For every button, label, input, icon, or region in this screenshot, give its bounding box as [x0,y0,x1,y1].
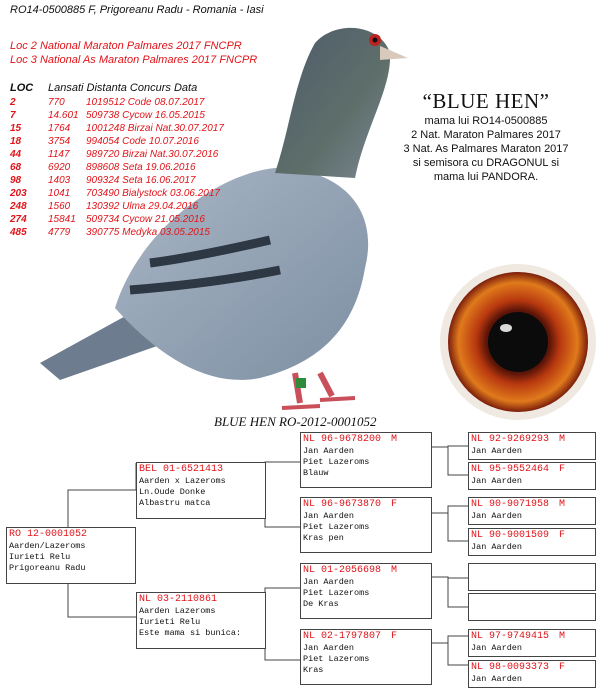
result-lansati: 1403 [48,175,71,186]
pedigree-line: Kras [303,665,324,675]
header-result-line-1: Loc 2 National Maraton Palmares 2017 FNCPR [10,40,242,52]
pedigree-line: Prigoreanu Radu [9,563,86,573]
pedigree-line: Piet Lazeroms [303,522,370,532]
pedigree-line: Piet Lazeroms [303,457,370,467]
results-col-loc: LOC [10,82,34,94]
sex-marker: M [391,434,398,445]
result-lansati: 1147 [48,149,70,160]
pedigree-line: De Kras [303,599,339,609]
pedigree-line: Piet Lazeroms [303,588,370,598]
pedigree-dam-sire [300,563,432,619]
result-lansati: 770 [48,97,65,108]
ring-number: NL 92-9269293 M [471,434,566,445]
pedigree-sire-dam [300,497,432,553]
result-loc: 248 [10,201,27,212]
ring-number: NL 95-9552464 F [471,464,566,475]
sex-marker: F [391,631,398,642]
ring-number: NL 97-9749415 M [471,631,566,642]
result-loc: 485 [10,227,27,238]
result-details: 130392 Ulma 29.04.2016 [86,201,199,212]
caption-line: mama lui PANDORA. [433,171,539,183]
ring-number: NL 96-9673870 F [303,499,398,510]
ring-number: NL 01-2056698 M [303,565,398,576]
pedigree-line: Jan Aarden [471,476,523,486]
result-details: 390775 Medyka 03.05.2015 [86,227,210,238]
sex-marker: F [559,530,566,541]
result-details: 989720 Birzai Nat.30.07.2016 [86,149,219,160]
pedigree-sire [136,462,266,519]
pedigree-line: Piet Lazeroms [303,654,370,664]
caption-line: si semisora cu DRAGONUL si [412,157,560,169]
pedigree-line: Jan Aarden [303,446,355,456]
result-details: 909324 Seta 16.06.2017 [86,175,196,186]
pedigree-ggp-4 [468,528,596,556]
results-col-rest: Lansati Distanta Concurs Data [48,82,198,94]
pedigree-line: Aarden x Lazeroms [139,476,226,486]
ring-number: NL 96-9678200 M [303,434,398,445]
result-details: 1019512 Code 08.07.2017 [86,97,205,108]
pedigree-line: Albastru matca [139,498,211,508]
pedigree-dam [136,592,266,649]
ring-number: BEL 01-6521413 [139,464,224,475]
result-details: 509738 Cycow 16.05.2015 [86,110,205,121]
result-loc: 44 [10,149,22,160]
ring-number: RO 12-0001052 [9,529,88,540]
pedigree-ggp-1 [468,432,596,460]
pedigree-subject [6,527,136,584]
pedigree-line: Jan Aarden [471,446,523,456]
sex-marker: M [559,631,566,642]
result-lansati: 1560 [48,201,71,212]
bird-name-label: BLUE HEN RO-2012-0001052 [214,414,377,429]
result-loc: 7 [10,110,16,121]
pedigree-ggp-8 [468,660,596,688]
pedigree-ggp-5-empty [468,563,596,591]
result-loc: 15 [10,123,22,134]
pedigree-line: Aarden Lazeroms [139,606,216,616]
ring-number: NL 03-2110861 [139,594,218,605]
result-loc: 98 [10,175,22,186]
pedigree-sire-sire [300,432,432,488]
result-lansati: 6920 [48,162,71,173]
result-lansati: 1041 [48,188,71,199]
pedigree-line: Este mama si bunica: [139,628,242,638]
result-lansati: 1764 [48,123,71,134]
result-loc: 18 [10,136,22,147]
header-owner-line: RO14-0500885 F, Prigoreanu Radu - Romania - Iasi [10,4,264,16]
result-details: 1001248 Birzai Nat.30.07.2017 [86,123,224,134]
pedigree-line: Jan Aarden [471,542,523,552]
caption-line: 2 Nat. Maraton Palmares 2017 [411,129,561,141]
result-loc: 203 [10,188,27,199]
pedigree-line: Jan Aarden [303,643,355,653]
sex-marker: M [559,499,566,510]
ring-number: NL 90-9071958 M [471,499,566,510]
sex-marker: M [391,565,398,576]
result-lansati: 3754 [48,136,71,147]
pedigree-line: Jan Aarden [303,511,355,521]
pedigree-line: Iurieti Relu [9,552,71,562]
pedigree-line: Aarden/Lazeroms [9,541,86,551]
result-loc: 2 [10,97,16,108]
pedigree-line: Jan Aarden [471,511,523,521]
pedigree-line: Iurieti Relu [139,617,201,627]
pedigree-line: Jan Aarden [303,577,355,587]
ring-number: NL 02-1797807 F [303,631,398,642]
pedigree-line: Jan Aarden [471,674,523,684]
result-loc: 68 [10,162,22,173]
caption-line: mama lui RO14-0500885 [424,115,548,127]
pedigree-line: Kras pen [303,533,344,543]
caption-line: 3 Nat. As Palmares Maraton 2017 [403,143,569,155]
pedigree-ggp-7 [468,629,596,657]
sex-marker: F [391,499,398,510]
pedigree-dam-dam [300,629,432,685]
result-lansati: 15841 [48,214,76,225]
pedigree-ggp-3 [468,497,596,525]
result-lansati: 14.601 [48,110,79,121]
ring-number: NL 90-9001509 F [471,530,566,541]
result-details: 898608 Seta 19.06.2016 [86,162,196,173]
result-details: 994054 Code 10.07.2016 [86,136,199,147]
pedigree-line: Ln.Oude Donke [139,487,206,497]
ring-number: NL 98-0093373 F [471,662,566,673]
pedigree-line: Blauw [303,468,329,478]
pedigree-ggp-6-empty [468,593,596,621]
result-loc: 274 [10,214,27,225]
caption-title: “BLUE HEN” [422,89,550,113]
sex-marker: F [559,662,566,673]
sex-marker: F [559,464,566,475]
header-result-line-2: Loc 3 National As Maraton Palmares 2017 FNCPR [10,54,258,66]
pedigree-line: Jan Aarden [471,643,523,653]
result-details: 509734 Cycow 21.05.2016 [86,214,205,225]
result-details: 703490 Bialystock 03.06.2017 [86,188,220,199]
sex-marker: M [559,434,566,445]
pedigree-ggp-2 [468,462,596,490]
result-lansati: 4779 [48,227,71,238]
